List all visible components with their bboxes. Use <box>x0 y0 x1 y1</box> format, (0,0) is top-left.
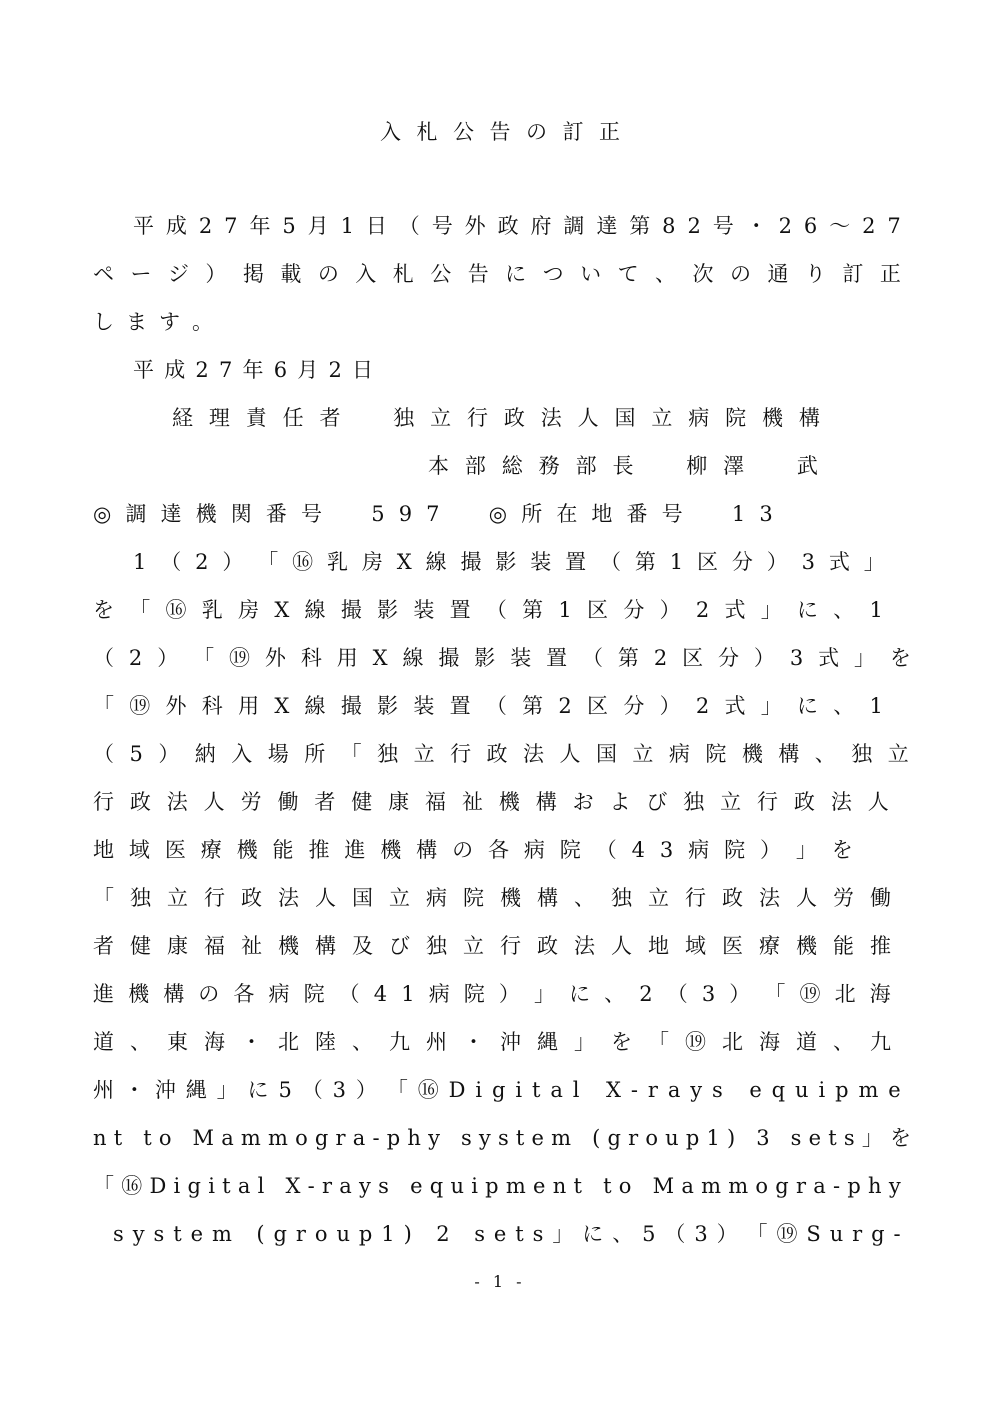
body-line: n t t o M a m m o g r a - p h y s y s t e m ( g r o u p 1 ) 3 s e t s 」 を <box>93 1126 911 1150</box>
body-line: 進 機 構 の 各 病 院 （ 4 1 病 院 ） 」 に 、 2 （ 3 ） 「 ⑲ 北 海 <box>93 982 891 1006</box>
page-number: - 1 - <box>474 1272 526 1291</box>
body-line: 道 、 東 海 ・ 北 陸 、 九 州 ・ 沖 縄 」 を 「 ⑲ 北 海 道 、 九 <box>93 1030 891 1054</box>
body-line: 地 域 医 療 機 能 推 進 機 構 の 各 病 院 （ 4 3 病 院 ） 」 を <box>93 838 853 862</box>
body-line: （ 2 ） 「 ⑲ 外 科 用 X 線 撮 影 装 置 （ 第 2 区 分 ） 3 式 」 を <box>93 646 911 670</box>
issuer-name-line: 本 部 総 務 部 長 柳 澤 武 <box>428 454 818 478</box>
body-line: 者 健 康 福 祉 機 構 及 び 独 立 行 政 法 人 地 域 医 療 機 能 推 <box>93 934 891 958</box>
codes-line: ◎ 調 達 機 関 番 号 5 9 7 ◎ 所 在 地 番 号 1 3 <box>93 502 773 526</box>
issuer-line: 経 理 責 任 者 独 立 行 政 法 人 国 立 病 院 機 構 <box>172 406 820 430</box>
body-line: （ 5 ） 納 入 場 所 「 独 立 行 政 法 人 国 立 病 院 機 構 、 独 立 <box>93 742 909 766</box>
body-line: 「 ⑯ D i g i t a l X - r a y s e q u i p m e n t t o M a m m o g r a - p h y <box>93 1174 901 1198</box>
notice-date: 平 成 2 7 年 6 月 2 日 <box>133 358 373 382</box>
intro-line: ペ ー ジ ） 掲 載 の 入 札 公 告 に つ い て 、 次 の 通 り 訂 正 <box>93 262 901 286</box>
body-line: 行 政 法 人 労 働 者 健 康 福 祉 機 構 お よ び 独 立 行 政 法 人 <box>93 790 889 814</box>
body-line: 州 ・ 沖 縄 」 に 5 （ 3 ） 「 ⑯ D i g i t a l X - r a y s e q u i p m e <box>93 1078 901 1102</box>
intro-line: 平 成 2 7 年 5 月 1 日 （ 号 外 政 府 調 達 第 8 2 号 ・ 2 6 ～ 2 7 <box>133 214 901 238</box>
body-line: s y s t e m ( g r o u p 1 ) 2 s e t s 」 に 、 5 （ 3 ） 「 ⑲ S u r g - <box>113 1222 901 1246</box>
document-title: 入 札 公 告 の 訂 正 <box>380 120 620 144</box>
body-line: 「 独 立 行 政 法 人 国 立 病 院 機 構 、 独 立 行 政 法 人 労 働 <box>93 886 891 910</box>
body-line: 1 （ 2 ） 「 ⑯ 乳 房 X 線 撮 影 装 置 （ 第 1 区 分 ） 3 式 」 <box>133 550 885 574</box>
intro-line: し ま す 。 <box>93 310 213 334</box>
body-line: 「 ⑲ 外 科 用 X 線 撮 影 装 置 （ 第 2 区 分 ） 2 式 」 に 、 1 <box>93 694 883 718</box>
body-line: を 「 ⑯ 乳 房 X 線 撮 影 装 置 （ 第 1 区 分 ） 2 式 」 に 、 1 <box>93 598 883 622</box>
